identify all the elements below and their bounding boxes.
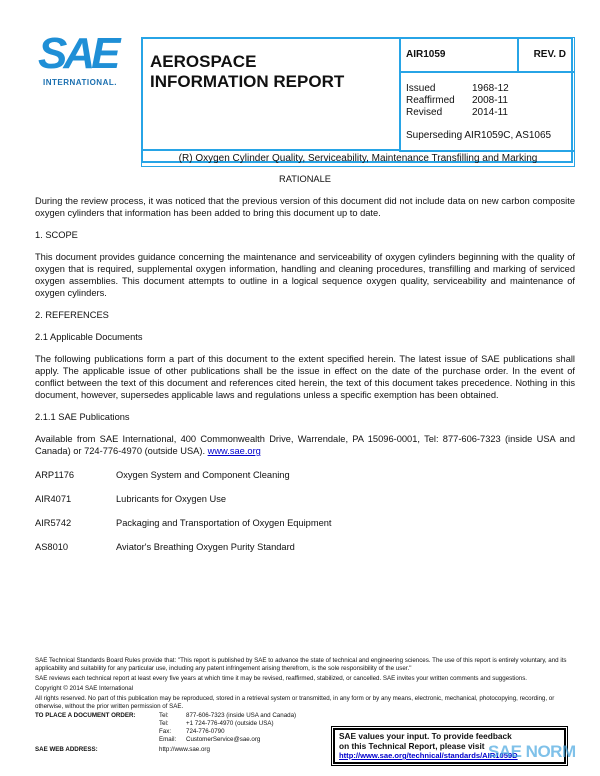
revision: REV. D xyxy=(533,49,566,60)
superseding: Superseding AIR1059C, AS1065 xyxy=(406,130,552,141)
contact-value: 877-606-7323 (inside USA and Canada) xyxy=(186,712,297,719)
watermark-logo: SAE NORM xyxy=(488,742,576,761)
doc-type-line2: INFORMATION REPORT xyxy=(150,72,345,91)
web-address-label: SAE WEB ADDRESS: xyxy=(35,746,98,753)
feedback-line1: SAE values your input. To provide feedback xyxy=(339,731,512,741)
reference-title: Lubricants for Oxygen Use xyxy=(116,494,227,504)
date-value: 2008-11 xyxy=(472,95,508,106)
reference-code: AIR5742 xyxy=(35,518,72,528)
doc-number: AIR1059 xyxy=(406,49,446,60)
order-label: TO PLACE A DOCUMENT ORDER: xyxy=(35,712,136,719)
header-box xyxy=(141,37,573,163)
contact-value: +1 724-776-4970 (outside USA) xyxy=(186,720,274,727)
reference-title: Oxygen System and Component Cleaning xyxy=(116,470,290,480)
feedback-link[interactable]: http://www.sae.org/technical/standards/AIR1059D xyxy=(339,751,518,760)
footer-rights: All rights reserved. No part of this publication may be reproduced, stored in a retrieval system or transmitted, in any form or by any means, electronic, mechanical, photocopying, recording, or otherwise, without the prior written permission of SAE. xyxy=(35,695,555,710)
date-revised xyxy=(406,107,508,119)
footer-copyright: Copyright © 2014 SAE International xyxy=(35,685,134,692)
contact-row xyxy=(159,720,274,728)
rationale-text: During the review process, it was noticed that the previous version of this document did not include data on new carbon composite oxygen cylinders that information has been added to bring this document up to date. xyxy=(35,196,575,218)
contact-label: Tel: xyxy=(159,720,169,727)
contact-row xyxy=(159,728,225,736)
feedback-line2: on this Technical Report, please visit xyxy=(339,740,485,751)
contact-value: CustomerService@sae.org xyxy=(186,736,261,743)
revision-cell xyxy=(517,37,575,73)
reference-item xyxy=(35,469,575,481)
reference-code: ARP1176 xyxy=(35,470,75,480)
references-heading: 2. REFERENCES xyxy=(35,310,109,320)
reference-item xyxy=(35,493,575,505)
reference-item xyxy=(35,541,575,553)
doc-number-cell xyxy=(399,37,519,73)
scope-heading: 1. SCOPE xyxy=(35,230,78,240)
contact-label: Fax: xyxy=(159,728,172,735)
sae-publications-text xyxy=(35,433,575,457)
reference-title: Aviator's Breathing Oxygen Purity Standard xyxy=(116,542,295,552)
reference-code: AIR4071 xyxy=(35,494,72,504)
sae-website-link[interactable]: www.sae.org xyxy=(207,446,261,456)
date-label: Reaffirmed xyxy=(406,95,455,106)
doc-type-line1: AEROSPACE xyxy=(150,52,257,71)
date-value: 1968-12 xyxy=(472,83,509,94)
web-address: http://www.sae.org xyxy=(159,746,210,753)
date-value: 2014-11 xyxy=(472,107,508,118)
subject: (R) Oxygen Cylinder Quality, Serviceability, Maintenance Transfilling and Marking xyxy=(178,153,538,164)
scope-text: This document provides guidance concerning the maintenance and serviceability of oxygen cylinders beginning with the quality of oxygen that is required, supplemental oxygen information, handling and cleaning procedures, transfilling and marking of serviced oxygen assemblies. This document attempts to outline in a logical sequence oxygen quality, serviceability and maintenance of oxygen cylinders. xyxy=(35,252,575,298)
contact-label: Email: xyxy=(159,736,177,743)
applicable-docs-text: The following publications form a part of this document to the extent specified herein. The latest issue of SAE publications shall apply. The applicable issue of other publications shall be the issue in effect on the date of the purchase order. In the event of conflict between the text of this document and references cited herein, the text of this document takes precedence. Nothing in this document, however, supersedes applicable laws and regulations unless a specific exemption has been obtained. xyxy=(35,354,575,400)
sae-logo: SAE xyxy=(38,29,117,78)
title-cell xyxy=(141,37,401,150)
footer-disclaimer: SAE Technical Standards Board Rules provide that: "This report is published by SAE to advance the state of technical and engineering sciences. The use of this report is entirely voluntary, and its applicability and suitability for any particular use, including any patent infringement arising therefrom, is the sole responsibility of the user." xyxy=(35,657,567,672)
document-body xyxy=(35,173,575,553)
contact-row xyxy=(159,736,260,744)
footer-review-notice: SAE reviews each technical report at least every five years at which time it may be revised, reaffirmed, stabilized, or cancelled. SAE invites your written comments and suggestions. xyxy=(35,675,528,682)
sae-publications-heading: 2.1.1 SAE Publications xyxy=(35,412,130,422)
date-reaffirmed xyxy=(406,95,508,107)
reference-code: AS8010 xyxy=(35,542,69,552)
contact-label: Tel: xyxy=(159,712,169,719)
applicable-docs-heading: 2.1 Applicable Documents xyxy=(35,332,143,342)
reference-list xyxy=(35,469,575,553)
reference-item xyxy=(35,517,575,529)
date-label: Revised xyxy=(406,107,443,118)
dates-cell xyxy=(399,71,575,152)
contact-value: 724-776-0790 xyxy=(186,728,225,735)
contact-row xyxy=(159,712,296,720)
rationale-heading: RATIONALE xyxy=(278,174,331,184)
subject-cell xyxy=(141,150,575,167)
date-label: Issued xyxy=(406,83,436,94)
availability-text: Available from SAE International, 400 Commonwealth Drive, Warrendale, PA 15096-0001, Tel: 877-606-7323 (inside USA and Canada) or 724-776-4970 (outside USA). xyxy=(35,434,575,456)
reference-title: Packaging and Transportation of Oxygen Equipment xyxy=(116,518,332,528)
date-issued xyxy=(406,83,509,95)
sae-logo-subtitle: INTERNATIONAL. xyxy=(43,78,117,87)
